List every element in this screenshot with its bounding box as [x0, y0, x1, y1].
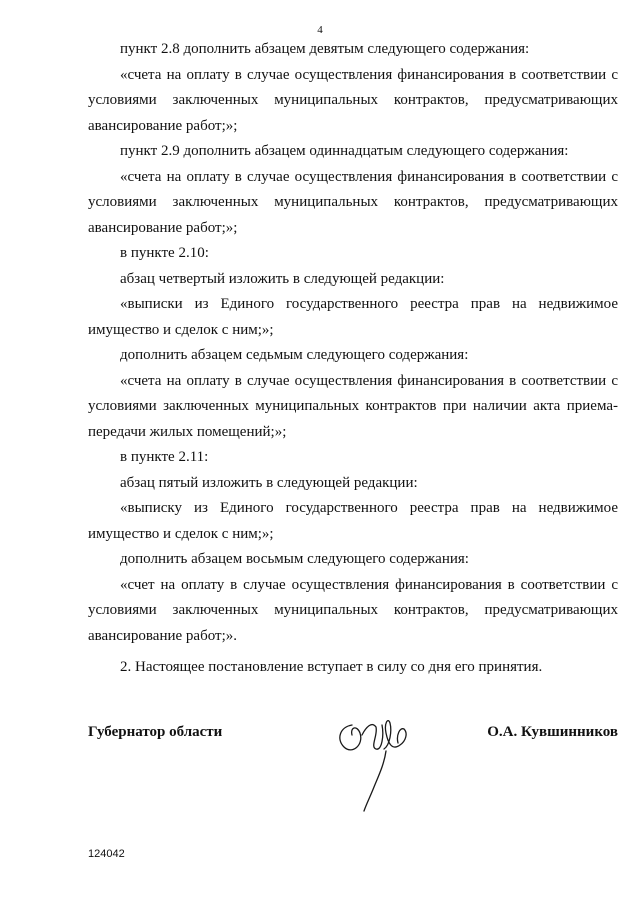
- paragraph-2-10-abz4-intro: абзац четвертый изложить в следующей редакции:: [120, 270, 445, 287]
- paragraph-2-10-heading: в пункте 2.10:: [120, 245, 209, 261]
- signatory-name: О.А. Кувшинников: [487, 724, 618, 740]
- paragraph-2-11-abz5-intro: абзац пятый изложить в следующей редакции:: [120, 474, 418, 491]
- paragraph-2-11-abz8-quote: «счет на оплату в случае осуществления финансирования в соответствии с условиями заключенных муниципальных контрактов, предусматривающих авансирование работ;».: [88, 576, 618, 644]
- paragraph-2-10-abz7-quote: «счета на оплату в случае осуществления финансирования в соответствии с условиями заключенных муниципальных контрактов при наличии акта приема-передачи жилых помещений;»;: [88, 372, 618, 440]
- paragraph-2-10-abz7-intro: дополнить абзацем седьмым следующего содержания:: [120, 347, 469, 363]
- document-code: 124042: [88, 848, 125, 860]
- paragraph-item-2: 2. Настоящее постановление вступает в силу со дня его принятия.: [120, 659, 543, 675]
- paragraph-2-10-abz4-quote: «выписки из Единого государственного реестра прав на недвижимое имущество и сделок с ним;»;: [88, 296, 618, 338]
- document-body: [88, 37, 618, 681]
- paragraph-2-9-quote: «счета на оплату в случае осуществления финансирования в соответствии с условиями заключенных муниципальных контрактов, предусматривающих авансирование работ;»;: [88, 168, 618, 236]
- signatory-title: Губернатор области: [88, 724, 223, 740]
- paragraph-2-11-heading: в пункте 2.11:: [120, 449, 209, 465]
- page-number: 4: [317, 24, 323, 36]
- paragraph-2-11-abz5-quote: «выписку из Единого государственного реестра прав на недвижимое имущество и сделок с ним;»;: [88, 500, 618, 542]
- paragraph-2-8-intro: пункт 2.8 дополнить абзацем девятым следующего содержания:: [120, 41, 530, 57]
- handwritten-signature: [330, 705, 420, 815]
- paragraph-2-11-abz8-intro: дополнить абзацем восьмым следующего содержания:: [120, 551, 469, 567]
- paragraph-2-9-intro: пункт 2.9 дополнить абзацем одиннадцатым следующего содержания:: [120, 143, 569, 159]
- paragraph-2-8-quote: «счета на оплату в случае осуществления финансирования в соответствии с условиями заключенных муниципальных контрактов, предусматривающих авансирование работ;»;: [88, 66, 618, 134]
